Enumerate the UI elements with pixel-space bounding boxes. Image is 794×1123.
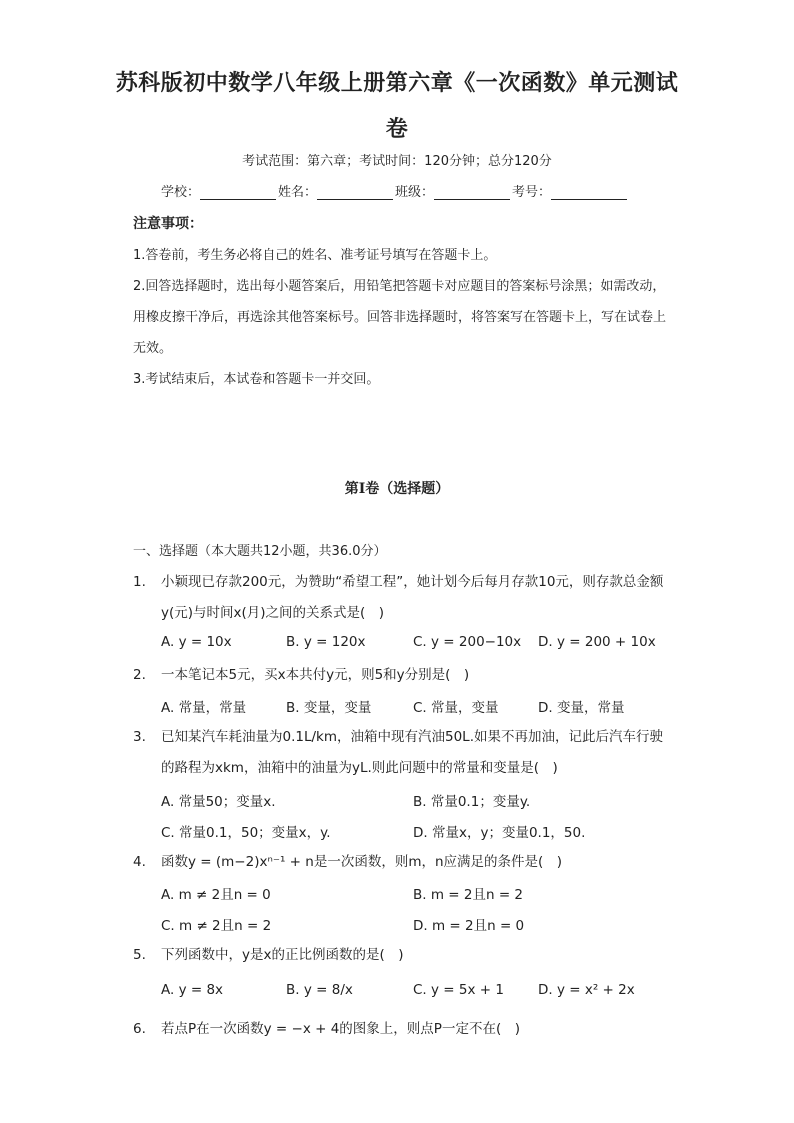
- option-d: D. y = 200 + 10x: [538, 634, 656, 650]
- option-b: B. y = 8/x: [286, 982, 353, 998]
- option-a: A. m ≠ 2且n = 0: [161, 887, 271, 903]
- question-number: 3.: [133, 729, 146, 745]
- name-blank: [317, 187, 393, 200]
- question-3: [133, 722, 673, 784]
- class-label: 班级：: [395, 185, 435, 200]
- part-heading: 一、选择题（本大题共12小题，共36.0分）: [133, 544, 387, 559]
- notice-item: 1.答卷前，考生务必将自己的姓名、准考证号填写在答题卡上。: [133, 248, 497, 263]
- question-text: 一本笔记本5元，买x本共付y元，则5和y分别是( ): [161, 667, 470, 683]
- option-b: B. 变量，变量: [286, 700, 372, 716]
- question-text: 已知某汽车耗油量为0.1L/km，油箱中现有汽油50L.如果不再加油，记此后汽车行驶的路程为xkm，油箱中的油量为yL.则此问题中的常量和变量是( ): [161, 729, 663, 776]
- question-number: 6.: [133, 1021, 146, 1037]
- exam-info: 考试范围：第六章；考试时间：120分钟；总分120分: [242, 154, 552, 169]
- option-c: C. y = 5x + 1: [413, 982, 504, 998]
- notice-item: 2.回答选择题时，选出每小题答案后，用铅笔把答题卡对应题目的答案标号涂黑；如需改动，用橡皮擦干净后，再选涂其他答案标号。回答非选择题时，将答案写在答题卡上，写在试卷上无效。: [133, 279, 667, 356]
- school-blank: [200, 187, 276, 200]
- option-d: D. y = x² + 2x: [538, 982, 635, 998]
- option-a: A. y = 8x: [161, 982, 224, 998]
- option-d: D. 常量x，y；变量0.1，50.: [413, 825, 586, 841]
- option-c: C. m ≠ 2且n = 2: [161, 918, 272, 934]
- class-blank: [434, 187, 510, 200]
- exam-title: 苏科版初中数学八年级上册第六章《一次函数》单元测试: [115, 70, 679, 96]
- name-label: 姓名：: [278, 185, 318, 200]
- question-5: [133, 940, 673, 971]
- option-b: B. y = 120x: [286, 634, 366, 650]
- question-2: [133, 660, 673, 691]
- school-label: 学校：: [161, 185, 201, 200]
- question-number: 5.: [133, 947, 146, 963]
- question-text: 小颖现已存款200元，为赞助“希望工程”，她计划今后每月存款10元，则存款总金额y(元)与时间x(月)之间的关系式是( ): [161, 574, 664, 621]
- option-a: A. y = 10x: [161, 634, 232, 650]
- question-1: [133, 567, 673, 629]
- id-label: 考号：: [512, 185, 552, 200]
- question-6: [133, 1014, 673, 1045]
- option-c: C. y = 200−10x: [413, 634, 522, 650]
- question-text: 下列函数中，y是x的正比例函数的是( ): [161, 947, 404, 963]
- question-text: 函数y = (m−2)xⁿ⁻¹ + n是一次函数，则m，n应满足的条件是( ): [161, 854, 563, 870]
- option-d: D. 变量，常量: [538, 700, 625, 716]
- option-b: B. 常量0.1；变量y.: [413, 794, 531, 810]
- question-number: 2.: [133, 667, 146, 683]
- option-c: C. 常量，变量: [413, 700, 499, 716]
- notice-title: 注意事项：: [133, 216, 203, 232]
- option-a: A. 常量，常量: [161, 700, 247, 716]
- question-text: 若点P在一次函数y = −x + 4的图象上，则点P一定不在( ): [161, 1021, 520, 1037]
- exam-title-cont: 卷: [385, 116, 409, 142]
- option-d: D. m = 2且n = 0: [413, 918, 525, 934]
- id-blank: [551, 187, 627, 200]
- section-title: 第Ⅰ卷（选择题）: [344, 481, 450, 497]
- notice-item: 3.考试结束后，本试卷和答题卡一并交回。: [133, 372, 380, 387]
- question-4: [133, 847, 673, 878]
- student-fields: [161, 181, 629, 200]
- option-c: C. 常量0.1，50；变量x，y.: [161, 825, 331, 841]
- option-b: B. m = 2且n = 2: [413, 887, 524, 903]
- option-a: A. 常量50；变量x.: [161, 794, 276, 810]
- question-number: 1.: [133, 574, 146, 590]
- question-number: 4.: [133, 854, 146, 870]
